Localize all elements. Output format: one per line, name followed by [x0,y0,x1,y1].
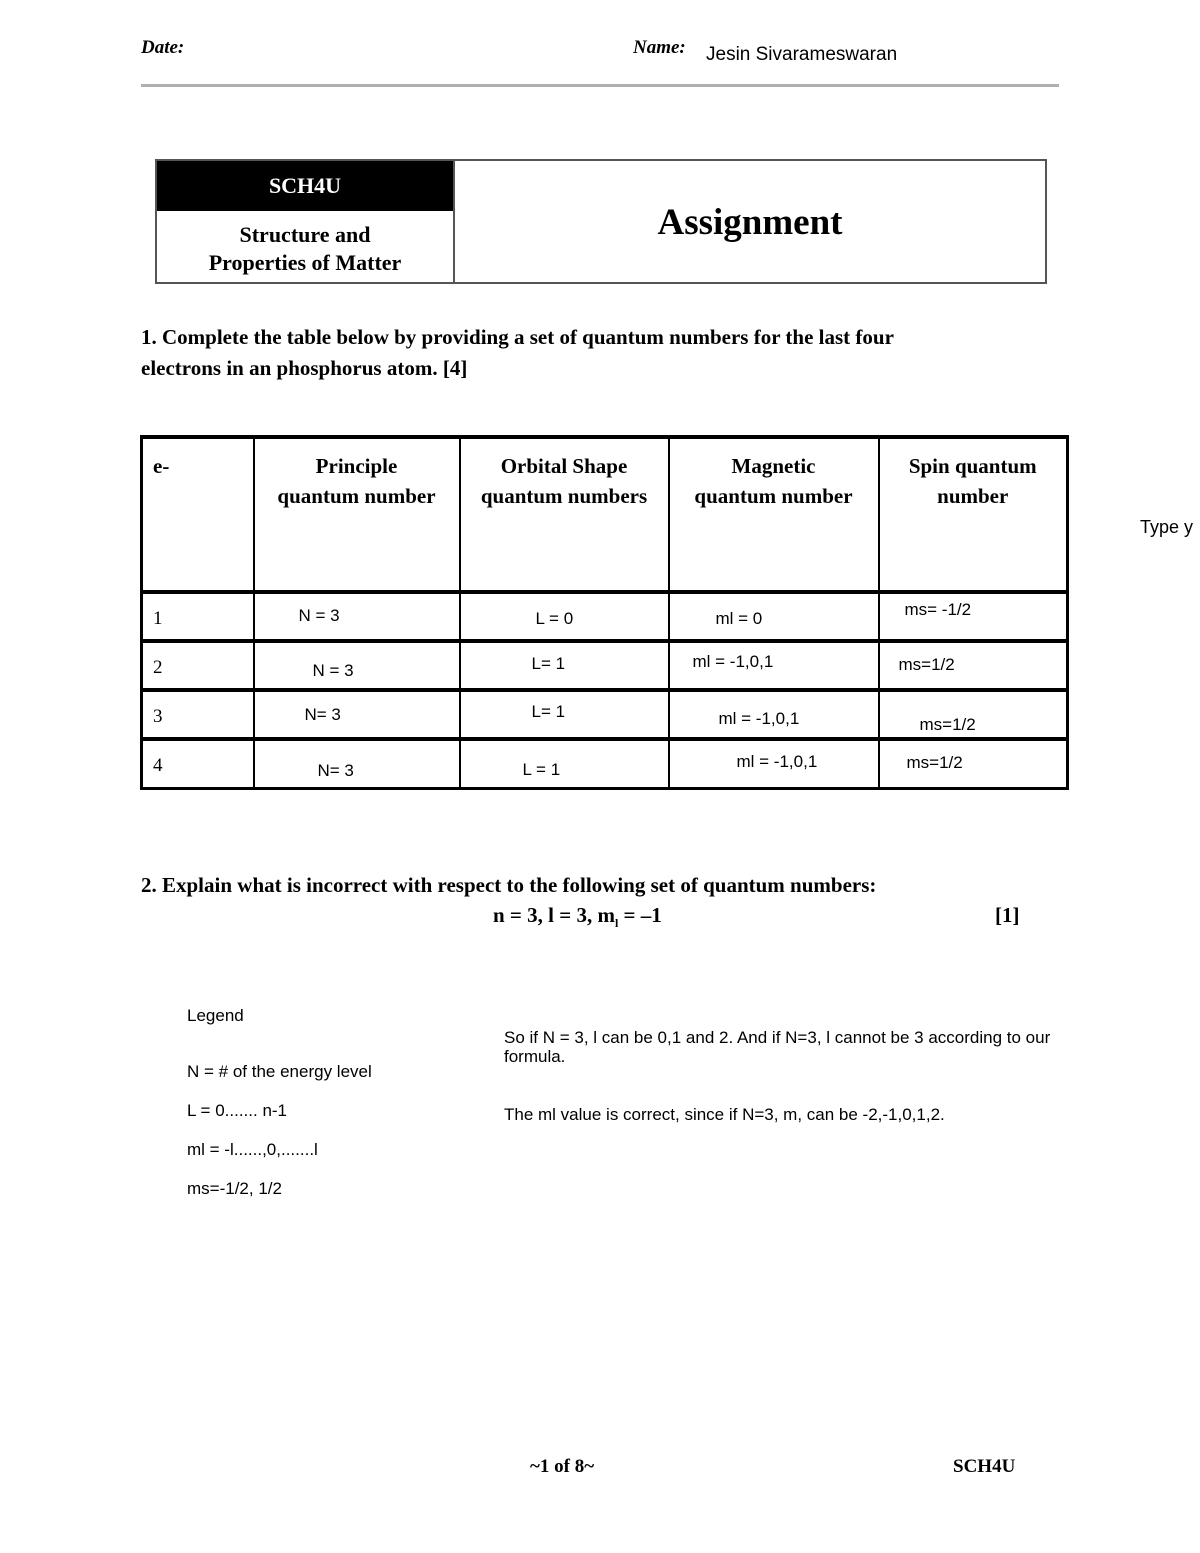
cell-electron [142,739,254,788]
header-cell-electron [142,437,254,592]
name-label: Name: [633,37,686,58]
cell-electron [142,592,254,641]
cell-electron [142,690,254,739]
ml-value[interactable]: ml = -1,0,1 [736,752,818,771]
formula-subscript: l [614,916,619,931]
electron-number: 1 [153,608,163,629]
cell-ms [879,739,1068,788]
n-value[interactable]: N = 3 [298,606,340,625]
legend-item: L = 0....... n-1 [187,1101,288,1120]
ms-value[interactable]: ms=1/2 [906,753,963,772]
placeholder-fragment: Type y [1140,517,1194,537]
legend-item: ml = -l......,0,.......l [187,1140,318,1159]
header-principle-line1: Principle [315,454,398,478]
ms-value[interactable]: ms=1/2 [919,715,976,734]
n-value[interactable]: N = 3 [312,661,354,680]
quantum-numbers-table [140,435,1069,790]
table-row [142,592,1068,641]
date-label: Date: [141,37,185,58]
ms-value[interactable]: ms=1/2 [898,655,955,674]
electron-number: 2 [153,657,163,678]
cell-ml [669,592,879,641]
cell-ml [669,739,879,788]
header-spin-line1: Spin quantum [908,454,1037,478]
header-cell-spin [879,437,1068,592]
l-value[interactable]: L= 1 [531,654,566,673]
unit-title-line2: Properties of Matter [208,250,402,275]
electron-number: 4 [153,755,163,776]
unit-title-line1: Structure and [239,222,371,247]
header-electron: e- [153,454,170,478]
electron-number: 3 [153,706,163,727]
footer-course: SCH4U [953,1456,1016,1477]
cell-ms [879,592,1068,641]
cell-l [460,592,669,641]
cell-n [254,641,460,690]
answer-paragraph-2[interactable]: The ml value is correct, since if N=3, m, can be -2,-1,0,1,2. [504,1105,945,1124]
header-orbital [461,439,668,511]
cell-electron [142,641,254,690]
question2-marks: [1] [995,903,1020,927]
cell-l [460,641,669,690]
header-principle-line2: quantum number [277,484,436,508]
unit-title [157,221,453,277]
header-magnetic-line1: Magnetic [731,454,816,478]
question1-line2: electrons in an phosphorus atom. [4] [141,356,468,380]
course-code: SCH4U [157,161,453,211]
header-orbital-line1: Orbital Shape [500,454,628,478]
ml-value[interactable]: ml = -1,0,1 [692,652,774,671]
header-divider [141,84,1059,87]
answer-paragraph-1-line2: formula. [504,1047,566,1066]
legend-item: N = # of the energy level [187,1062,372,1081]
cell-l [460,690,669,739]
legend-title: Legend [187,1006,244,1025]
n-value[interactable]: N= 3 [304,705,341,724]
answer-paragraph-1-line1: So if N = 3, l can be 0,1 and 2. And if N=3, l cannot be 3 according to our [504,1028,1051,1047]
header-magnetic [670,439,878,511]
header-spin-line2: number [937,484,1009,508]
table-header-row [142,437,1068,592]
cell-ml [669,690,879,739]
ml-value[interactable]: ml = 0 [715,609,763,628]
document-type: Assignment [657,202,843,243]
header-cell-principle [254,437,460,592]
header-spin [880,439,1067,511]
question2-text: 2. Explain what is incorrect with respect to the following set of quantum numbers: [141,873,877,897]
table-row [142,739,1068,788]
header-principle [255,439,459,511]
header-magnetic-line2: quantum number [694,484,853,508]
formula-end: = –1 [618,903,662,927]
course-panel [157,161,455,282]
legend-item: ms=-1/2, 1/2 [187,1179,282,1198]
n-value[interactable]: N= 3 [317,761,354,780]
cell-n [254,592,460,641]
question1-text [141,322,894,384]
student-name: Jesin Sivarameswaran [706,44,898,65]
cell-n [254,739,460,788]
header-cell-magnetic [669,437,879,592]
page-number: ~1 of 8~ [530,1456,595,1477]
cell-n [254,690,460,739]
header-cell-orbital [460,437,669,592]
ml-value[interactable]: ml = -1,0,1 [718,709,800,728]
table-row [142,690,1068,739]
cell-ml [669,641,879,690]
title-block [155,159,1047,284]
cell-l [460,739,669,788]
l-value[interactable]: L = 0 [535,609,574,628]
question1-line1: 1. Complete the table below by providing a set of quantum numbers for the last four [141,325,894,349]
question2-formula [493,900,662,939]
table-row [142,641,1068,690]
ms-value[interactable]: ms= -1/2 [904,600,972,619]
cell-ms [879,641,1068,690]
answer-paragraph-1[interactable] [504,1028,1050,1066]
l-value[interactable]: L= 1 [531,702,566,721]
formula-main: n = 3, l = 3, m [493,903,615,927]
cell-ms [879,690,1068,739]
header-orbital-line2: quantum numbers [480,484,648,508]
l-value[interactable]: L = 1 [522,760,561,779]
